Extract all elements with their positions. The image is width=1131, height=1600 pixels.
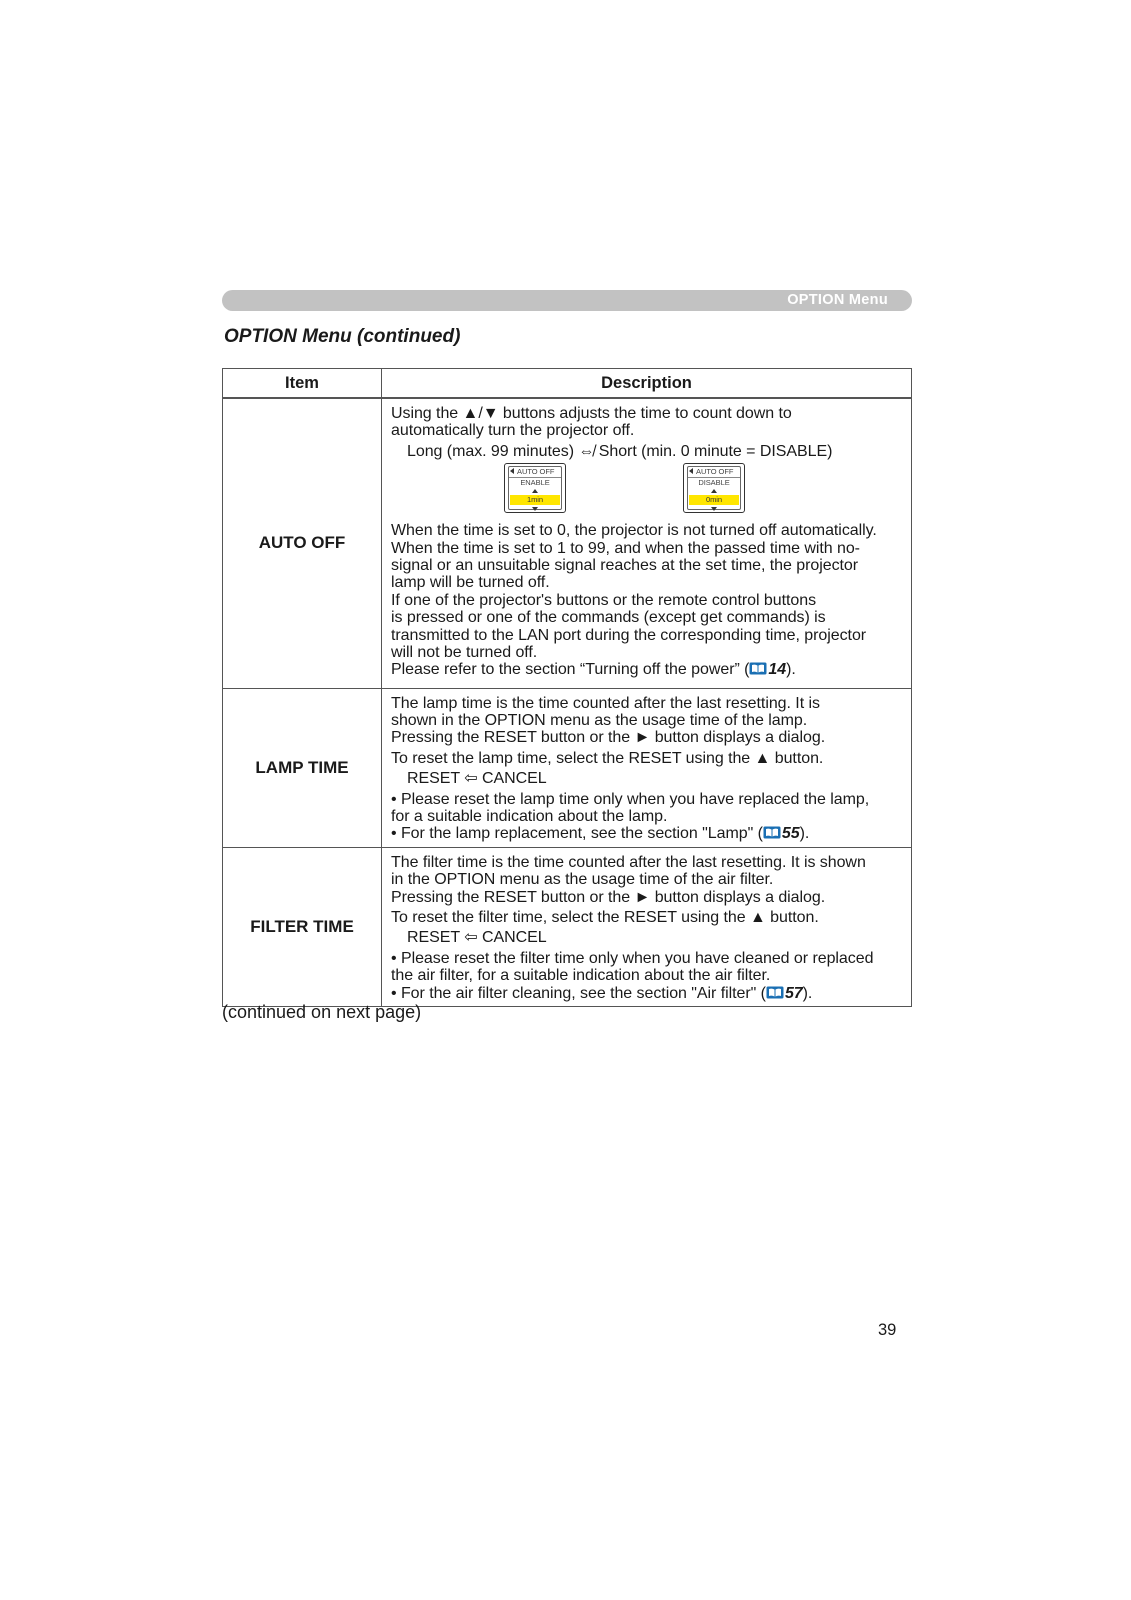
reference-page[interactable]: 14 (768, 661, 787, 679)
left-arrow-icon (510, 468, 514, 474)
up-arrow-icon (532, 489, 538, 493)
item-name: LAMP TIME (223, 688, 382, 847)
book-reference-icon (749, 662, 767, 675)
description-line: To reset the filter time, select the RESET using the ▲ button. (391, 908, 819, 926)
description-line: transmitted to the LAN port during the corresponding time, projector (391, 626, 867, 644)
description-line: To reset the lamp time, select the RESET using the ▲ button. (391, 749, 824, 767)
osd-title: AUTO OFF (517, 467, 555, 477)
description-line: lamp will be turned off. (391, 574, 550, 592)
description-line: shown in the OPTION menu as the usage time of the lamp. (391, 711, 808, 729)
description-line: Pressing the RESET button or the ► button displays a dialog. (391, 729, 826, 747)
page-title: OPTION Menu (continued) (224, 326, 461, 347)
description-line: Long (max. 99 minutes) ⇎ Short (min. 0 minute = DISABLE) (407, 442, 833, 460)
description-line: Pressing the RESET button or the ► button displays a dialog. (391, 888, 826, 906)
osd-illustrations (391, 463, 904, 517)
section-header-label: OPTION Menu (787, 292, 888, 308)
option-menu-table (222, 368, 912, 1007)
table-header-row (223, 369, 912, 399)
item-name: AUTO OFF (223, 398, 382, 688)
description-line: • Please reset the lamp time only when you have replaced the lamp, (391, 790, 870, 808)
osd-title: AUTO OFF (696, 467, 734, 477)
column-header-item: Item (223, 369, 382, 399)
description-line: Please refer to the section “Turning off the power” ( 14). (391, 661, 796, 679)
description-line: signal or an unsuitable signal reaches at the set time, the projector (391, 557, 859, 575)
description-line: When the time is set to 0, the projector is not turned off automatically. (391, 522, 877, 540)
description-line: • Please reset the filter time only when you have cleaned or replaced (391, 949, 874, 967)
book-reference-icon (763, 826, 781, 839)
description-line: The filter time is the time counted after the last resetting. It is shown (391, 853, 866, 871)
osd-value: 0min (689, 495, 739, 505)
reference-page[interactable]: 57 (784, 984, 803, 1002)
item-description (382, 398, 912, 688)
description-line: • For the air filter cleaning, see the section "Air filter" ( 57). (391, 984, 813, 1002)
description-line: When the time is set to 1 to 99, and when the passed time with no- (391, 539, 860, 557)
description-line: The lamp time is the time counted after the last resetting. It is (391, 694, 820, 712)
description-line: automatically turn the projector off. (391, 422, 635, 440)
description-line: If one of the projector's buttons or the remote control buttons (391, 591, 817, 609)
book-reference-icon (766, 986, 784, 999)
item-name: FILTER TIME (223, 847, 382, 1006)
item-description (382, 847, 912, 1006)
osd-state: ENABLE (520, 478, 550, 488)
table-row-filter-time (223, 847, 912, 1006)
table-row-auto-off (223, 398, 912, 688)
page-number: 39 (878, 1321, 897, 1339)
section-header-bar (222, 290, 912, 311)
down-arrow-icon (711, 507, 717, 511)
description-line: in the OPTION menu as the usage time of the air filter. (391, 871, 774, 889)
description-line: • For the lamp replacement, see the section "Lamp" ( 55). (391, 825, 810, 843)
continued-note: (continued on next page) (222, 1002, 422, 1022)
table-row-lamp-time (223, 688, 912, 847)
description-line: for a suitable indication about the lamp. (391, 807, 668, 825)
description-line: RESET ⇦ CANCEL (407, 770, 547, 788)
description-line: RESET ⇦ CANCEL (407, 929, 547, 947)
item-description (382, 688, 912, 847)
description-line: Using the ▲/▼ buttons adjusts the time to count down to (391, 405, 792, 422)
description-line: is pressed or one of the commands (except get commands) is (391, 609, 826, 627)
description-line: the air filter, for a suitable indication about the air filter. (391, 967, 771, 985)
osd-state: DISABLE (698, 478, 730, 488)
reference-page[interactable]: 55 (781, 825, 800, 843)
osd-auto-off-enable (504, 463, 566, 513)
down-arrow-icon (532, 507, 538, 511)
osd-value: 1min (510, 495, 560, 505)
osd-auto-off-disable (683, 463, 745, 513)
up-arrow-icon (711, 489, 717, 493)
column-header-description: Description (382, 369, 912, 399)
description-line: will not be turned off. (391, 644, 538, 662)
left-arrow-icon (689, 468, 693, 474)
